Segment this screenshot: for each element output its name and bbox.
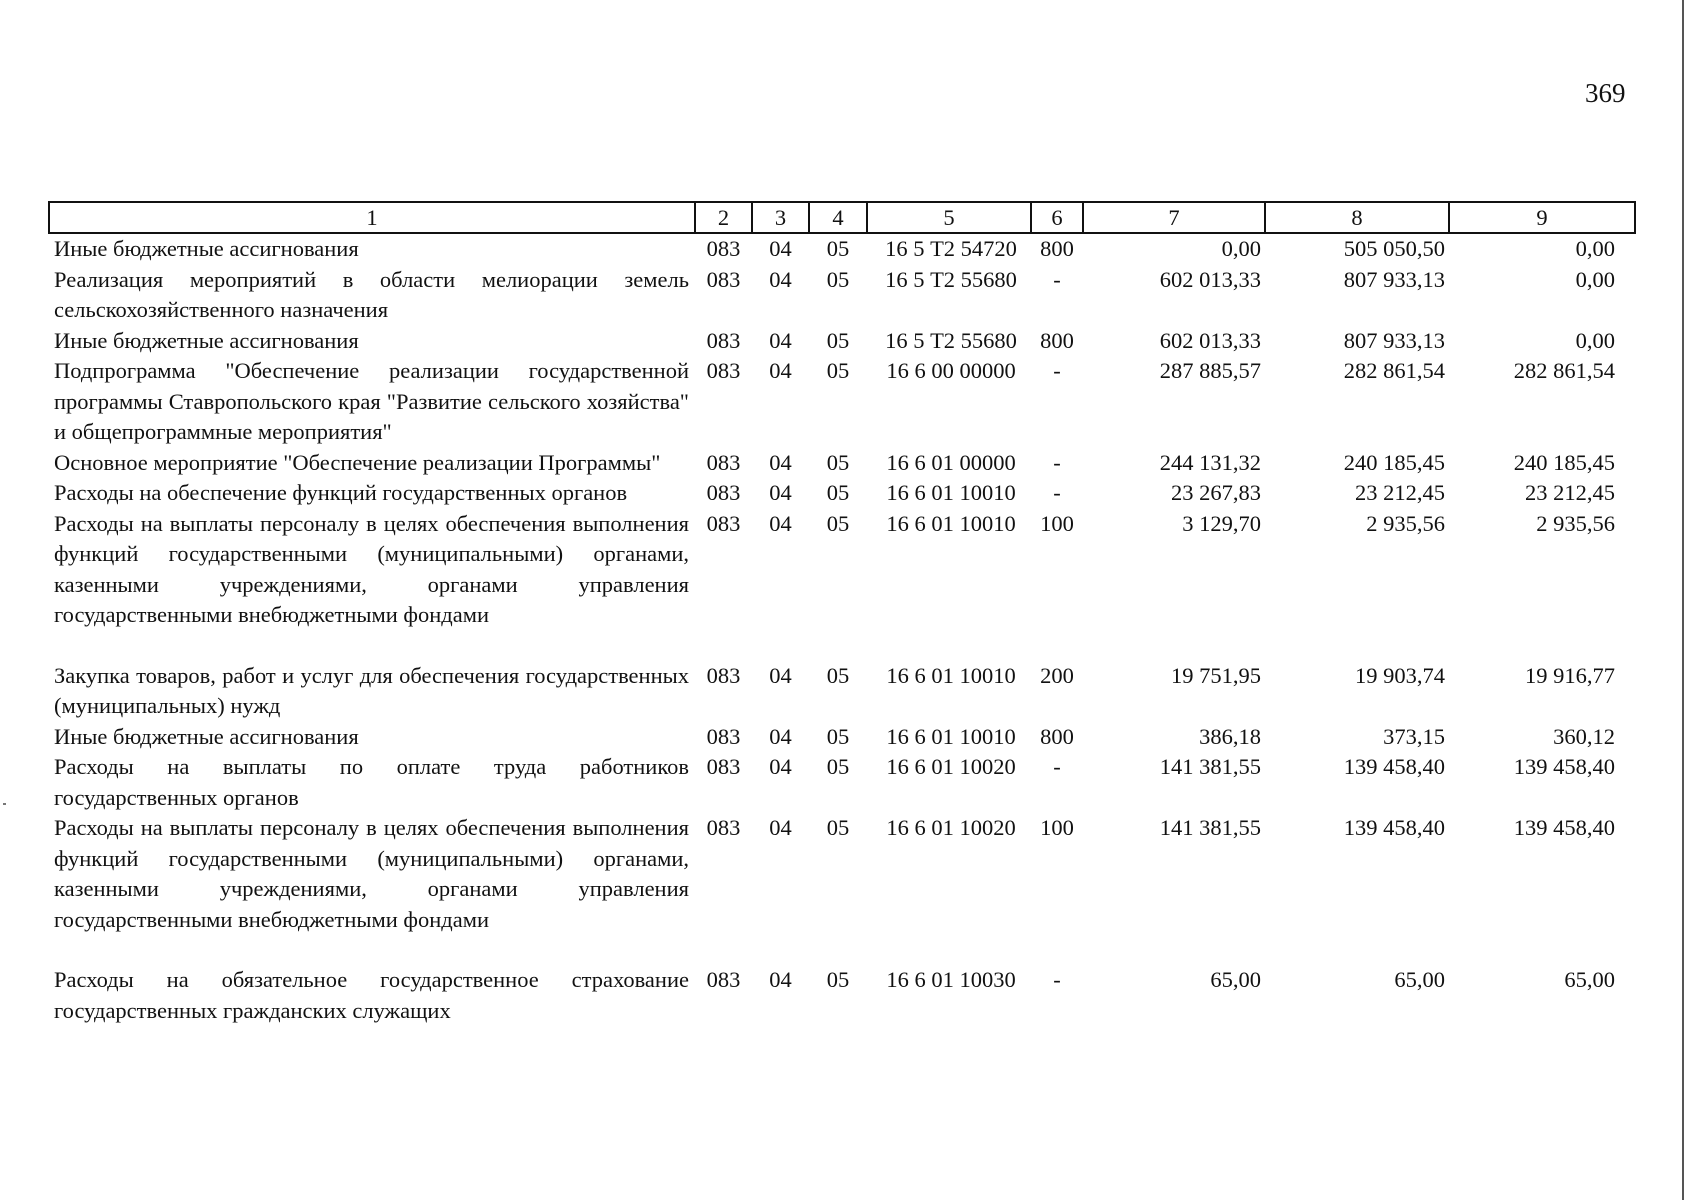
- row-amount-7: 65,00: [1210, 967, 1261, 992]
- header-col-1: 1: [49, 202, 695, 233]
- row-amount-8: 807 933,13: [1343, 327, 1445, 353]
- row-section-code: 04: [769, 449, 792, 475]
- row-ministry-code: 083: [706, 480, 741, 505]
- row-subsection-code: 05: [826, 967, 850, 992]
- row-amount-7: 386,18: [1199, 723, 1261, 749]
- row-amount-9: 23 212,45: [1525, 480, 1615, 505]
- row-name: Расходы на выплаты по оплате труда работников государственных органов: [54, 754, 689, 810]
- row-amount-8: 139 458,40: [1343, 815, 1445, 840]
- row-expense-type: -: [1053, 754, 1061, 779]
- row-target-code: 16 6 01 10010: [886, 662, 1016, 688]
- row-amount-9: 0,00: [1575, 236, 1615, 261]
- row-amount-9: 240 185,45: [1513, 449, 1615, 475]
- table-row: [49, 965, 1635, 1026]
- row-target-code: 16 6 01 10020: [886, 754, 1016, 779]
- row-name: Иные бюджетные ассигнования: [54, 723, 359, 749]
- row-target-code: 16 5 Т2 55680: [885, 266, 1017, 292]
- header-col-7: 7: [1083, 202, 1265, 233]
- row-section-code: 04: [769, 662, 792, 688]
- row-amount-8: 505 050,50: [1343, 236, 1445, 261]
- row-ministry-code: 083: [706, 327, 741, 353]
- row-target-code: 16 6 01 10010: [886, 510, 1016, 536]
- row-amount-7: 19 751,95: [1171, 662, 1261, 688]
- table-row: [49, 233, 1635, 265]
- row-amount-7: 141 381,55: [1159, 754, 1261, 779]
- row-name: Иные бюджетные ассигнования: [54, 327, 359, 353]
- row-name: Расходы на выплаты персоналу в целях обеспечения выполнения функций государственными (муниципальными) органами, казенными учреждениями, органами управления государственными внебюджетными фондами: [54, 510, 689, 627]
- row-subsection-code: 05: [826, 754, 850, 779]
- row-ministry-code: 083: [706, 723, 741, 749]
- budget-table: [48, 201, 1636, 1026]
- row-target-code: 16 6 01 00000: [886, 449, 1016, 475]
- row-target-code: 16 6 00 00000: [886, 358, 1016, 383]
- row-ministry-code: 083: [706, 510, 741, 536]
- row-amount-8: 65,00: [1394, 967, 1445, 992]
- row-amount-9: 0,00: [1575, 327, 1615, 353]
- table-row: [49, 326, 1635, 357]
- row-target-code: 16 6 01 10010: [886, 723, 1016, 749]
- row-section-code: 04: [769, 723, 792, 749]
- row-amount-8: 19 903,74: [1355, 662, 1445, 688]
- row-amount-7: 0,00: [1221, 236, 1261, 261]
- row-section-code: 04: [769, 358, 792, 383]
- row-subsection-code: 05: [826, 236, 850, 261]
- table-body: [49, 233, 1635, 1026]
- row-subsection-code: 05: [826, 266, 850, 292]
- row-ministry-code: 083: [706, 266, 741, 292]
- row-expense-type: 100: [1040, 510, 1074, 536]
- row-name: Иные бюджетные ассигнования: [54, 236, 359, 261]
- header-col-4: 4: [809, 202, 867, 233]
- row-amount-7: 287 885,57: [1159, 358, 1261, 383]
- row-target-code: 16 6 01 10030: [886, 967, 1016, 992]
- row-section-code: 04: [769, 480, 792, 505]
- row-expense-type: -: [1053, 449, 1061, 475]
- table-row: [49, 265, 1635, 326]
- row-amount-7: 141 381,55: [1159, 815, 1261, 840]
- row-amount-7: 602 013,33: [1159, 327, 1261, 353]
- table-row: [49, 752, 1635, 813]
- row-amount-9: 19 916,77: [1525, 662, 1615, 688]
- page-number: 369: [1585, 78, 1626, 108]
- scan-edge-line: [1682, 0, 1684, 1200]
- row-amount-7: 3 129,70: [1182, 510, 1261, 536]
- row-section-code: 04: [769, 327, 792, 353]
- table-row: [49, 722, 1635, 753]
- row-subsection-code: 05: [826, 662, 850, 688]
- row-section-code: 04: [769, 967, 792, 992]
- row-expense-type: -: [1053, 358, 1061, 383]
- row-amount-9: 2 935,56: [1536, 510, 1615, 536]
- row-expense-type: 800: [1040, 723, 1074, 749]
- table-row: [49, 478, 1635, 509]
- row-section-code: 04: [769, 510, 792, 536]
- row-ministry-code: 083: [706, 967, 741, 992]
- header-col-3: 3: [752, 202, 809, 233]
- row-name: Расходы на обязательное государственное страхование государственных гражданских служащих: [54, 967, 689, 1023]
- row-amount-8: 240 185,45: [1343, 449, 1445, 475]
- row-expense-type: 800: [1040, 327, 1074, 353]
- row-ministry-code: 083: [706, 236, 741, 261]
- header-row: [49, 202, 1635, 233]
- row-amount-8: 23 212,45: [1355, 480, 1445, 505]
- row-amount-8: 282 861,54: [1343, 358, 1445, 383]
- row-name: Расходы на обеспечение функций государственных органов: [54, 480, 628, 505]
- table-row: [49, 509, 1635, 661]
- row-target-code: 16 5 Т2 54720: [885, 236, 1017, 261]
- row-expense-type: 200: [1040, 662, 1074, 688]
- row-amount-9: 282 861,54: [1513, 358, 1615, 383]
- row-name: Закупка товаров, работ и услуг для обеспечения государственных (муниципальных) нужд: [54, 662, 689, 718]
- row-subsection-code: 05: [826, 327, 850, 353]
- table-header: [49, 202, 1635, 233]
- row-target-code: 16 5 Т2 55680: [885, 327, 1017, 353]
- row-amount-8: 373,15: [1383, 723, 1445, 749]
- table-row: [49, 813, 1635, 965]
- header-col-5: 5: [867, 202, 1031, 233]
- row-ministry-code: 083: [706, 662, 741, 688]
- row-subsection-code: 05: [826, 510, 850, 536]
- row-ministry-code: 083: [706, 358, 741, 383]
- row-expense-type: -: [1053, 480, 1061, 505]
- row-expense-type: 100: [1040, 815, 1074, 840]
- header-col-8: 8: [1265, 202, 1449, 233]
- row-amount-8: 2 935,56: [1366, 510, 1445, 536]
- row-expense-type: -: [1053, 967, 1061, 992]
- row-amount-8: 807 933,13: [1343, 266, 1445, 292]
- row-amount-7: 23 267,83: [1171, 480, 1261, 505]
- row-name: Расходы на выплаты персоналу в целях обеспечения выполнения функций государственными (муниципальными) органами, казенными учреждениями, органами управления государственными внебюджетными фондами: [54, 815, 689, 932]
- table-row: [49, 448, 1635, 479]
- row-expense-type: 800: [1040, 236, 1074, 261]
- row-subsection-code: 05: [826, 815, 850, 840]
- row-amount-7: 602 013,33: [1159, 266, 1261, 292]
- row-amount-7: 244 131,32: [1159, 449, 1261, 475]
- row-subsection-code: 05: [826, 449, 850, 475]
- row-name: Реализация мероприятий в области мелиорации земель сельскохозяйственного назначения: [54, 266, 689, 322]
- row-target-code: 16 6 01 10010: [886, 480, 1016, 505]
- row-section-code: 04: [769, 815, 792, 840]
- row-subsection-code: 05: [826, 723, 850, 749]
- row-name: Основное мероприятие "Обеспечение реализации Программы": [54, 449, 661, 475]
- header-col-9: 9: [1449, 202, 1635, 233]
- header-col-6: 6: [1031, 202, 1083, 233]
- row-amount-9: 65,00: [1564, 967, 1615, 992]
- row-amount-9: 139 458,40: [1513, 754, 1615, 779]
- row-section-code: 04: [769, 236, 792, 261]
- row-amount-9: 360,12: [1553, 723, 1615, 749]
- row-section-code: 04: [769, 266, 792, 292]
- scan-edge-mark: [3, 803, 6, 805]
- table-row: [49, 661, 1635, 722]
- row-amount-8: 139 458,40: [1343, 754, 1445, 779]
- row-amount-9: 0,00: [1575, 266, 1615, 292]
- table-row: [49, 356, 1635, 448]
- row-section-code: 04: [769, 754, 792, 779]
- row-ministry-code: 083: [706, 449, 741, 475]
- row-subsection-code: 05: [826, 480, 850, 505]
- row-target-code: 16 6 01 10020: [886, 815, 1016, 840]
- row-subsection-code: 05: [826, 358, 850, 383]
- row-ministry-code: 083: [706, 815, 741, 840]
- row-name: Подпрограмма "Обеспечение реализации государственной программы Ставропольского края "Развитие сельского хозяйства" и общепрограммные мероприятия": [54, 358, 689, 444]
- row-amount-9: 139 458,40: [1513, 815, 1615, 840]
- row-ministry-code: 083: [706, 754, 741, 779]
- header-col-2: 2: [695, 202, 752, 233]
- row-expense-type: -: [1053, 266, 1061, 292]
